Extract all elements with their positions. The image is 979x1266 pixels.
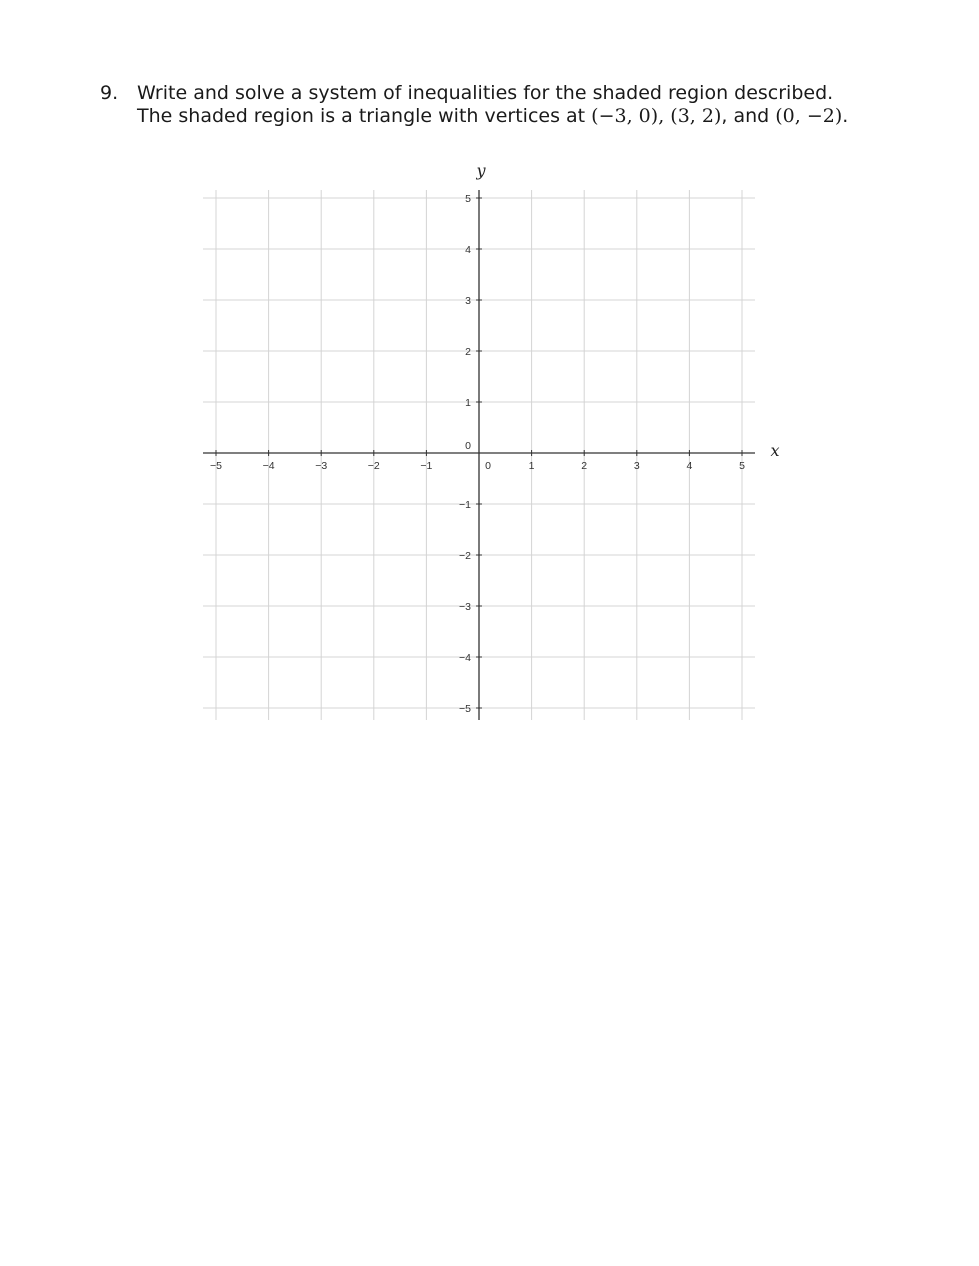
- x-tick-label: −2: [367, 460, 380, 472]
- y-axis-title: y: [476, 161, 486, 180]
- x-axis-title: x: [770, 441, 780, 460]
- problem-number: 9.: [100, 82, 119, 104]
- y-tick-label: 1: [465, 397, 471, 409]
- axes: [203, 190, 755, 720]
- x-tick-label: 0: [485, 460, 491, 472]
- tick-labels: [210, 193, 745, 715]
- x-tick-label: 3: [633, 460, 640, 472]
- y-tick-label: −2: [459, 550, 471, 562]
- problem-line-1: Write and solve a system of inequalities for the shaded region described.: [137, 82, 834, 104]
- x-tick-label: 4: [686, 460, 693, 472]
- vertex-separator-1: ,: [658, 105, 671, 127]
- y-tick-label: 5: [465, 193, 471, 205]
- y-tick-label: −4: [459, 652, 471, 664]
- x-tick-label: −5: [210, 460, 222, 472]
- vertex-3: (0, −2): [775, 105, 843, 127]
- y-tick-label: −5: [459, 703, 471, 715]
- vertex-2: (3, 2): [670, 105, 722, 127]
- y-tick-label: 0: [465, 440, 471, 452]
- y-tick-label: 3: [465, 295, 471, 307]
- x-tick-label: 5: [739, 460, 745, 472]
- vertex-1: (−3, 0): [591, 105, 659, 127]
- x-tick-label: −4: [262, 460, 275, 472]
- y-tick-label: 2: [465, 346, 471, 358]
- x-tick-label: 1: [528, 460, 535, 472]
- y-tick-label: 4: [465, 244, 471, 256]
- x-tick-label: 2: [581, 460, 588, 472]
- x-tick-label: −1: [420, 460, 433, 472]
- y-tick-label: −1: [459, 499, 471, 511]
- sentence-end: .: [842, 105, 849, 127]
- problem-line-2-text: The shaded region is a triangle with vertices at: [137, 105, 592, 127]
- y-tick-label: −3: [459, 601, 471, 613]
- vertex-separator-2: , and: [721, 105, 776, 127]
- x-tick-label: −3: [315, 460, 328, 472]
